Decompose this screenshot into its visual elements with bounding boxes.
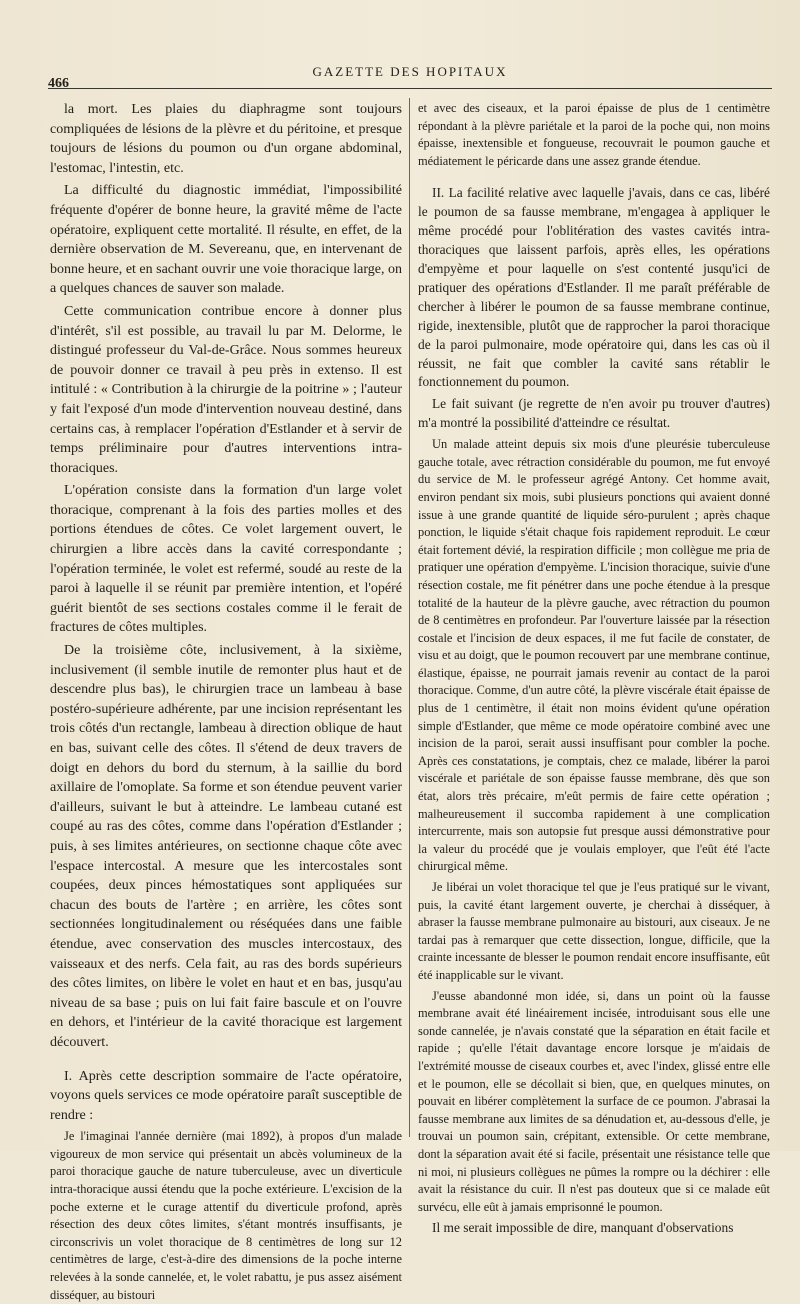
- paragraph: I. Après cette description sommaire de l'acte opératoire, voyons quels services ce mode opératoire paraît susceptible de rendre :: [50, 1068, 402, 1123]
- paragraph: Un malade atteint depuis six mois d'une pleurésie tuberculeuse gauche totale, avec rétraction considérable du poumon, me fut envoyé du service de M. le professeur agrégé Antony. Cet homme avait, environ pendant six mois, subi plusieurs ponctions qui avaient donné issue à une grande quantité de liquide séro-purulent ; après chaque ponction, le liquide s'était chaque fois rapidement reproduit. Le cœur était fortement dévié, la respiration difficile ; mon collègue me pria de pratiquer une opération d'empyème. L'incision thoracique, suivie d'une résection costale, me fit pénétrer dans une poche étendue à la presque totalité de la hauteur de la plèvre gauche, avec rétraction du poumon de 8 centimètres en profondeur. Par l'ouverture laissée par la résection costale et l'incision de deux espaces, il me fut facile de constater, de visu et au doigt, que le poumon recouvert par une membrane continue, élastique, épaisse, ne pourrait jamais revenir au contact de la paroi thoracique. Comme, d'un autre côté, la plèvre viscérale était épaisse de plus de 1 centimètre, il était non moins évident qu'une opération simple d'Estlander, que même ce mode opératoire combiné avec une incision de la paroi, serait aussi insuffisant pour combler la poche. Après ces constatations, je comptais, chez ce malade, libérer la paroi viscérale et pariétale de son épaisse fausse membrane, dès que son état, alors très précaire, m'eût permis de faire cette opération ; malheureusement il succomba rapidement à une complication intercurrente, mais son autopsie fut presque aussi démonstrative pour la valeur du procédé que je voulais employer, que l'eût été l'acte chirurgical même.: [418, 437, 770, 874]
- paragraph: Je libérai un volet thoracique tel que je l'eus pratiqué sur le vivant, puis, la cavité étant largement ouverte, je cherchai à disséquer, à abraser la fausse membrane pulmonaire au bistouri, aux ciseaux. Je ne tardai pas à remarquer que cette dissection, longue, difficile, que la crainte incessante de blesser le poumon rendait encore insuffisante, eût été inapplicable sur le vivant.: [418, 880, 770, 982]
- page-number: 466: [48, 76, 69, 91]
- paragraph: et avec des ciseaux, et la paroi épaisse de plus de 1 centimètre répondant à la plèvre pariétale et la paroi de la poche qui, non moins épaisse, inextensible et fongueuse, recouvrait le poumon gauche et médiatement le péricarde dans une assez grande étendue.: [418, 101, 770, 168]
- paragraph: II. La facilité relative avec laquelle j'avais, dans ce cas, libéré le poumon de sa fausse membrane, m'engagea à appliquer le même procédé pour l'oblitération des vastes cavités intra-thoraciques que laissent parfois, après elles, les opérations d'empyème et pour laquelle on s'est contenté jusqu'ici de pratiquer des opérations d'Estlander. Il me paraît préférable de chercher à libérer le poumon de sa fausse membrane continue, rigide, inextensible, plutôt que de rapprocher la paroi thoracique de la paroi pulmonaire, mode opératoire qui, dans les cas où il réussit, ne fait que combler la cavité sans rétablir le fonctionnement du poumon.: [418, 185, 770, 390]
- header-rule: [48, 88, 772, 89]
- paragraph: Cette communication contribue encore à donner plus d'intérêt, s'il est possible, au travail lu par M. Delorme, le distingué professeur du Val-de-Grâce. Nous sommes heureux de pouvoir donner ce travail à peu près in extenso. Il est intitulé : « Contribution à la chirurgie de la poitrine » ; l'auteur y fait l'exposé d'un mode d'intervention nouveau destiné, dans certains cas, à remplacer l'opération d'Estlander et à servir de temps préliminaire pour d'autres interventions intra-thoraciques.: [50, 303, 402, 476]
- paragraph: L'opération consiste dans la formation d'un large volet thoracique, comprenant à la fois des parties molles et des portions étendues de côtes. Ce volet largement ouvert, le chirurgien a libre accès dans la cavité correspondante ; l'opération terminée, le volet est refermé, soudé au reste de la paroi à laquelle il se réunit par première intention, et l'opéré guérit bientôt de ses sections costales comme il le ferait de fractures de côtes multiples.: [50, 483, 402, 636]
- paragraph: Je l'imaginai l'année dernière (mai 1892), à propos d'un malade vigoureux de mon service qui présentait un abcès volumineux de la paroi thoracique gauche de nature tuberculeuse, avec un diverticule intra-thoracique aussi étendu que la poche extérieure. L'excision de la poche externe et le curage attentif du diverticule profond, après résection des deux côtes limites, s'étant montrés insuffisants, je circonscrivis un volet thoracique de 8 centimètres de long sur 12 centimètres de large, c'est-à-dire des dimensions de la poche interne relevées à la sonde cannelée, et, le volet rabattu, je pus assez aisément disséquer, au bistouri: [50, 1129, 402, 1302]
- right-column: [418, 100, 770, 1236]
- paragraph: Le fait suivant (je regrette de n'en avoir pu trouver d'autres) m'a montré la possibilité d'atteindre ce résultat.: [418, 396, 770, 431]
- column-divider: [409, 98, 410, 1137]
- paragraph: J'eusse abandonné mon idée, si, dans un point où la fausse membrane avait été linéairement incisée, introduisant sous elle une sonde cannelée, je n'avais constaté que la séparation en était facile et rapide ; qu'elle l'était davantage encore lorsque je m'aidais de l'extrémité mousse de ciseaux courbes et, avec l'index, glissé entre elle et le poumon, elle se décollait si bien, que, en quelques minutes, on pouvait en libérer complètement la surface de ce poumon. J'abrasai la fausse membrane aux limites de sa dénudation et, au-dessous d'elle, je trouvai un poumon sain, crépitant, extensible. Or cette membrane, dont la séparation avait été si facile, présentait une résistance telle que ni moi, ni plusieurs collègues ne pûmes la rompre ou la déchirer : elle avait la résistance du cuir. Il n'est pas douteux que si ce malade eût survécu, elle eût à jamais emprisonné le poumon.: [418, 988, 770, 1214]
- left-column: [50, 100, 402, 1302]
- paragraph: La difficulté du diagnostic immédiat, l'impossibilité fréquente d'opérer de bonne heure, la gravité même de l'acte opératoire, expliquent cette mortalité. Il résulte, en effet, de la dernière observation de M. Severeanu, que, en intervenant de bonne heure, et en sachant ouvrir une voie thoracique large, on a quelques chances de sauver son malade.: [50, 183, 402, 297]
- journal-title: GAZETTE DES HOPITAUX: [312, 64, 508, 79]
- paragraph: la mort. Les plaies du diaphragme sont toujours compliquées de lésions de la plèvre et du péritoine, et presque toujours de lésions du poumon ou d'un organe abdominal, l'estomac, l'intestin, etc.: [50, 102, 402, 176]
- page-header: [48, 58, 772, 92]
- paragraph: Il me serait impossible de dire, manquant d'observations: [432, 1220, 734, 1236]
- paragraph: De la troisième côte, inclusivement, à la sixième, inclusivement (il semble inutile de remonter plus haut et de descendre plus bas), le chirurgien trace un lambeau à base postéro-supérieure adhérente, par une incision représentant les trois côtés d'un rectangle, lambeau à direction oblique de haut en bas, suivant celle des côtes. Il s'étend de deux travers de doigt en dehors du bord du sternum, à la saillie du bord axillaire de l'omoplate. Sa forme et son étendue peuvent varier d'ailleurs, suivant le but à atteindre. Le lambeau cutané est coupé au ras des côtes, comme dans l'opération d'Estlander ; puis, à ses limites antérieures, on sectionne chaque côte avec l'espace intercostal. A mesure que les intercostales sont coupées, deux pinces hémostatiques sont appliquées sur chacun des bouts de l'artère ; en arrière, les côtes sont sectionnées longitudinalement ou réséquées dans une faible étendue, avec conservation des muscles intercostaux, des vaisseaux et des nerfs. Cela fait, au ras des bords supérieurs des côtes limites, on libère le volet en haut et en bas, jusqu'au niveau de sa base ; puis on lui fait faire bascule et on l'ouvre en dehors, et l'intérieur de la cavité thoracique est largement découvert.: [50, 643, 402, 1050]
